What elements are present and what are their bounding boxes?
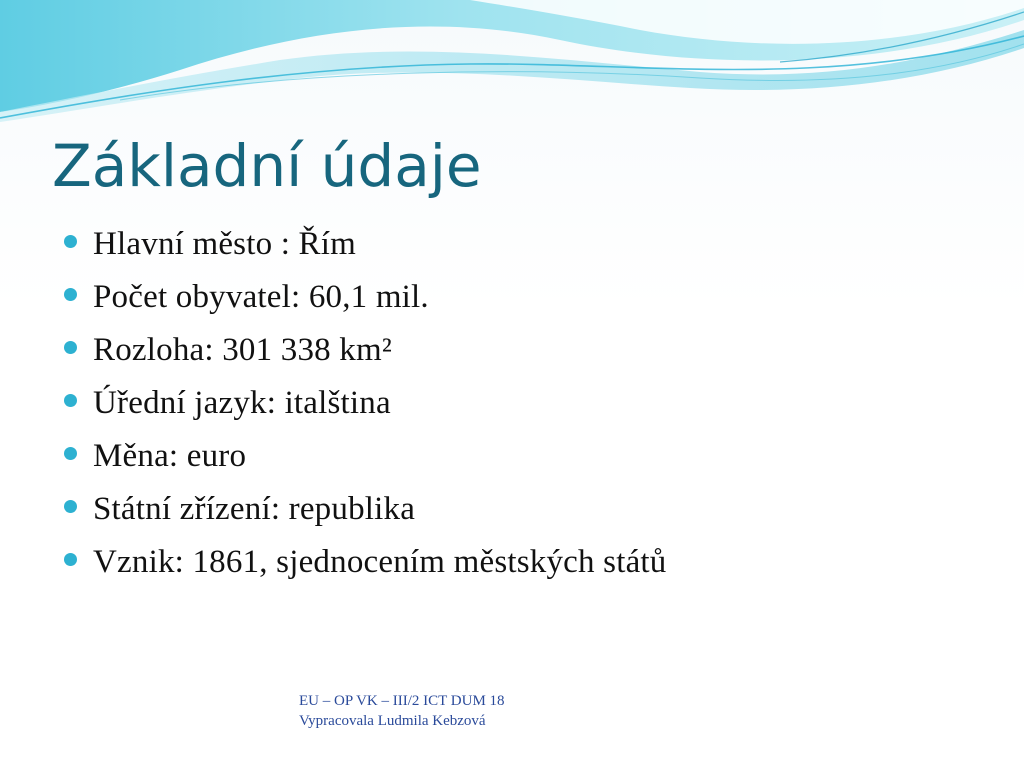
list-item — [64, 483, 667, 536]
footer-line-project: EU – OP VK – III/2 ICT DUM 18 — [299, 693, 505, 709]
bullet-text: Státní zřízení: republika — [93, 491, 416, 527]
bullet-icon — [64, 341, 77, 354]
footer-line-author: Vypracovala Ludmila Kebzová — [299, 713, 486, 729]
slide-title: Základní údaje — [52, 132, 482, 200]
bullet-icon — [64, 288, 77, 301]
list-item — [64, 536, 667, 589]
bullet-text: Hlavní město : Řím — [93, 226, 357, 262]
header-wave-decoration — [0, 0, 1024, 140]
list-item — [64, 377, 667, 430]
list-item — [64, 430, 667, 483]
bullet-text: Měna: euro — [93, 438, 247, 474]
bullet-icon — [64, 500, 77, 513]
bullet-text: Vznik: 1861, sjednocením městských států — [93, 544, 667, 580]
bullet-icon — [64, 447, 77, 460]
bullet-text: Úřední jazyk: italština — [93, 385, 391, 421]
list-item — [64, 324, 667, 377]
bullet-icon — [64, 394, 77, 407]
list-item — [64, 271, 667, 324]
bullet-icon — [64, 235, 77, 248]
bullet-text: Rozloha: 301 338 km² — [93, 332, 392, 368]
bullet-text: Počet obyvatel: 60,1 mil. — [93, 279, 429, 315]
list-item — [64, 218, 667, 271]
bullet-icon — [64, 553, 77, 566]
footer — [299, 691, 505, 731]
bullet-list — [64, 218, 667, 589]
